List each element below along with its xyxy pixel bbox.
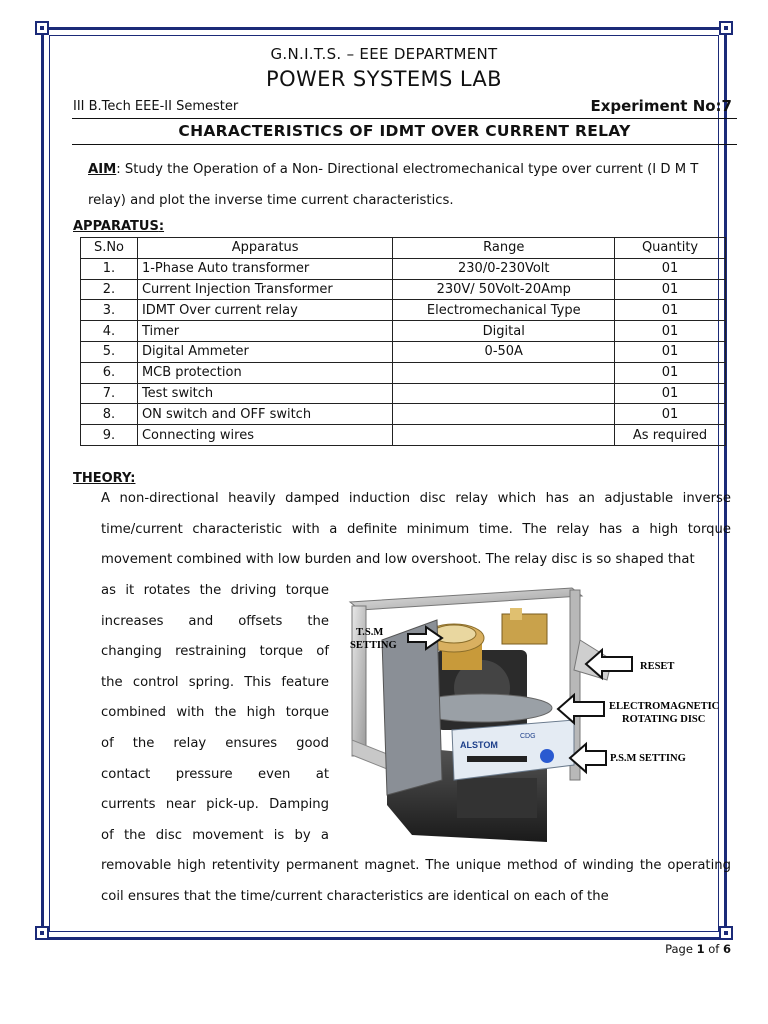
table-row	[81, 425, 726, 446]
table-cell: 01	[615, 404, 726, 425]
column-header: Quantity	[615, 238, 726, 259]
apparatus-table	[80, 237, 726, 446]
theory-heading: THEORY:	[73, 471, 136, 486]
table-cell	[393, 404, 615, 425]
reset-label: RESET	[640, 661, 675, 672]
table-cell: Timer	[137, 321, 392, 342]
disc-label: ELECTROMAGNETIC	[609, 701, 720, 712]
table-cell: MCB protection	[137, 362, 392, 383]
header-rule-top	[72, 118, 737, 119]
theory-continuation: removable high retentivity permanent magnet. The unique method of winding the operating coil ensures that the time/current characteristics are identical on each of the	[101, 858, 731, 904]
theory-line: contact pressure even at	[101, 766, 329, 782]
table-cell: 1.	[81, 258, 138, 279]
table-row	[81, 258, 726, 279]
table-cell: 7.	[81, 383, 138, 404]
contact-assembly	[502, 608, 547, 644]
table-cell: 4.	[81, 321, 138, 342]
column-header: Range	[393, 238, 615, 259]
theory-side-column	[101, 576, 329, 851]
table-cell: Digital	[393, 321, 615, 342]
theory-line: the control spring. This feature	[101, 674, 329, 690]
aim-label: AIM	[88, 162, 117, 177]
page-title: CHARACTERISTICS OF IDMT OVER CURRENT RELAY	[178, 122, 631, 140]
experiment-number: Experiment No:7	[590, 97, 732, 115]
table-cell: 6.	[81, 362, 138, 383]
table-cell: 01	[615, 300, 726, 321]
table-cell: 01	[615, 362, 726, 383]
tsm-label: T.S.M	[356, 627, 384, 638]
theory-line: as it rotates the driving torque	[101, 583, 329, 598]
table-row	[81, 300, 726, 321]
idmt-relay-figure	[342, 580, 737, 845]
border-corner-top-right	[719, 21, 733, 35]
table-cell: Test switch	[137, 383, 392, 404]
aim-text: : Study the Operation of a Non- Directional electromechanical type over current (I D M T relay) and plot the inverse time current characteristics.	[88, 162, 699, 208]
disc-label: ROTATING DISC	[622, 714, 706, 725]
table-row	[81, 321, 726, 342]
table-cell: 230/0-230Volt	[393, 258, 615, 279]
department-heading: G.N.I.T.S. – EEE DEPARTMENT	[270, 45, 498, 63]
current-page: 1	[696, 942, 705, 956]
table-cell	[393, 425, 615, 446]
table-cell: IDMT Over current relay	[137, 300, 392, 321]
table-cell: Connecting wires	[137, 425, 392, 446]
table-cell: Electromechanical Type	[393, 300, 615, 321]
table-cell: 1-Phase Auto transformer	[137, 258, 392, 279]
model-label: CDG	[520, 733, 536, 740]
table-cell	[393, 383, 615, 404]
table-cell: 9.	[81, 425, 138, 446]
table-cell: 2.	[81, 279, 138, 300]
theory-intro: A non-directional heavily damped induction disc relay which has an adjustable inverse time/current characteristic with a definite minimum time. The relay has a high torque movement combined with low burden and low overshoot. The relay disc is so shaped that	[101, 491, 731, 568]
table-cell: 01	[615, 341, 726, 362]
table-cell: 01	[615, 383, 726, 404]
table-cell: 3.	[81, 300, 138, 321]
table-row	[81, 279, 726, 300]
table-cell: Current Injection Transformer	[137, 279, 392, 300]
theory-line: changing restraining torque of	[101, 644, 329, 660]
border-corner-top-left	[35, 21, 49, 35]
psm-label: P.S.M SETTING	[610, 753, 686, 764]
relay-nameplate	[452, 720, 574, 780]
theory-line: combined with the high torque	[101, 705, 329, 721]
table-cell: 8.	[81, 404, 138, 425]
column-header: S.No	[81, 238, 138, 259]
theory-line: of the relay ensures good	[101, 735, 329, 751]
border-corner-bottom-right	[719, 926, 733, 940]
table-cell: 230V/ 50Volt-20Amp	[393, 279, 615, 300]
table-cell: ON switch and OFF switch	[137, 404, 392, 425]
theory-line: increases and offsets the	[101, 613, 329, 629]
semester-label: III B.Tech EEE-II Semester	[73, 99, 239, 114]
table-cell: 01	[615, 258, 726, 279]
table-cell: As required	[615, 425, 726, 446]
table-cell: 5.	[81, 341, 138, 362]
theory-line: of the disc movement is by a	[101, 827, 329, 843]
tsm-label: SETTING	[350, 640, 397, 651]
theory-line: currents near pick-up. Damping	[101, 797, 329, 813]
brand-label: ALSTOM	[460, 740, 498, 750]
table-row	[81, 341, 726, 362]
table-cell: 0-50A	[393, 341, 615, 362]
aim-paragraph	[88, 154, 738, 216]
total-pages: 6	[722, 942, 731, 956]
header-rule-bottom	[72, 144, 737, 145]
border-corner-bottom-left	[35, 926, 49, 940]
column-header: Apparatus	[137, 238, 392, 259]
table-cell: 01	[615, 279, 726, 300]
apparatus-heading: APPARATUS:	[73, 219, 165, 234]
table-row	[81, 362, 726, 383]
psm-knob	[540, 749, 554, 763]
disc-arrow-icon	[558, 695, 604, 723]
table-row	[81, 404, 726, 425]
table-header-row	[81, 238, 726, 259]
table-cell	[393, 362, 615, 383]
page-footer: Page 1 of 6	[665, 942, 731, 956]
lab-heading: POWER SYSTEMS LAB	[266, 67, 502, 91]
table-cell: 01	[615, 321, 726, 342]
table-cell: Digital Ammeter	[137, 341, 392, 362]
table-row	[81, 383, 726, 404]
